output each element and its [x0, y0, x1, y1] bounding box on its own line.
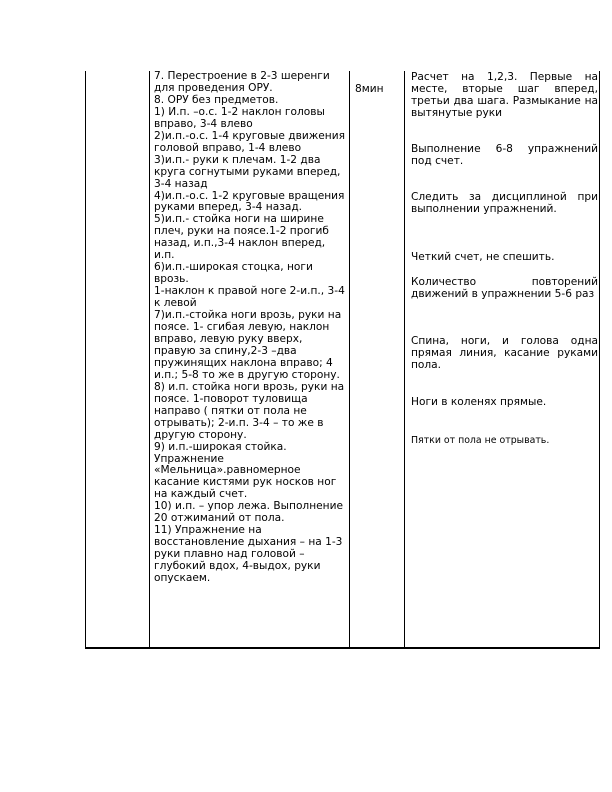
note-item: Выполнение 6-8 упражнений под счет. — [411, 143, 598, 167]
note-item: Следить за дисциплиной при выполнении упражнений. — [411, 191, 598, 215]
note-item: Спина, ноги, и голова одна прямая линия, касание руками пола. — [411, 335, 598, 371]
note-item: Расчет на 1,2,3. Первые на месте, вторые шаг вперед, третьи два шага. Размыкание на вытянутые руки — [411, 71, 598, 119]
duration-cell — [349, 71, 404, 647]
note-item: Ноги в коленях прямые. — [411, 396, 547, 408]
duration-text: 8мин — [355, 83, 384, 95]
note-item: Количество повторений движений в упражнении 5-6 раз — [411, 276, 598, 300]
note-item: Четкий счет, не спешить. — [411, 251, 555, 263]
exercises-text: 7. Перестроение в 2-3 шеренги для проведения ОРУ. 8. ОРУ без предметов. 1) И.п. –о.с. 1-2 наклон головы вправо, 3-4 влево 2)и.п.-о.с. 1-4 круговые движения головой вправо, 1-4 влево 3)и.п.- руки к плечам. 1-2 два круга согнутыми руками вперед, 3-4 назад 4)и.п.-о.с. 1-2 круговые вращения руками вперед, 3-4 назад. 5)и.п.- стойка ноги на ширине плеч, руки на поясе.1-2 прогиб назад, и.п.,3-4 наклон вперед, и.п. 6)и.п.-широкая стоцка, ноги врозь. 1-наклон к правой ноге 2-и.п., 3-4 к левой 7)и.п.-стойка ноги врозь, руки на поясе. 1- сгибая левую, наклон вправо, левую руку вверх, правую за спину,2-3 –два пружинящих наклона вправо; 4 и.п.; 5-8 то же в другую сторону. 8) и.п. стойка ноги врозь, руки на поясе. 1-поворот туловища направо ( пятки от пола не отрывать); 2-и.п. 3-4 – то же в другую сторону. 9) и.п.-широкая стойка. Упражнение «Мельница».равномерное касание кистями рук носков ног на каждый счет. 10) и.п. – упор лежа. Выполнение 20 отжиманий от пола. 11) Упражнение на восстановление дыхания – на 1-3 руки плавно над головой – глубокий вдох, 4-выдох, руки опускаем. — [154, 70, 345, 585]
note-item: Пятки от пола не отрывать. — [411, 435, 550, 446]
notes-cell — [404, 71, 600, 647]
empty-cell — [86, 71, 149, 647]
lesson-table — [85, 71, 600, 649]
exercises-cell — [149, 71, 349, 647]
